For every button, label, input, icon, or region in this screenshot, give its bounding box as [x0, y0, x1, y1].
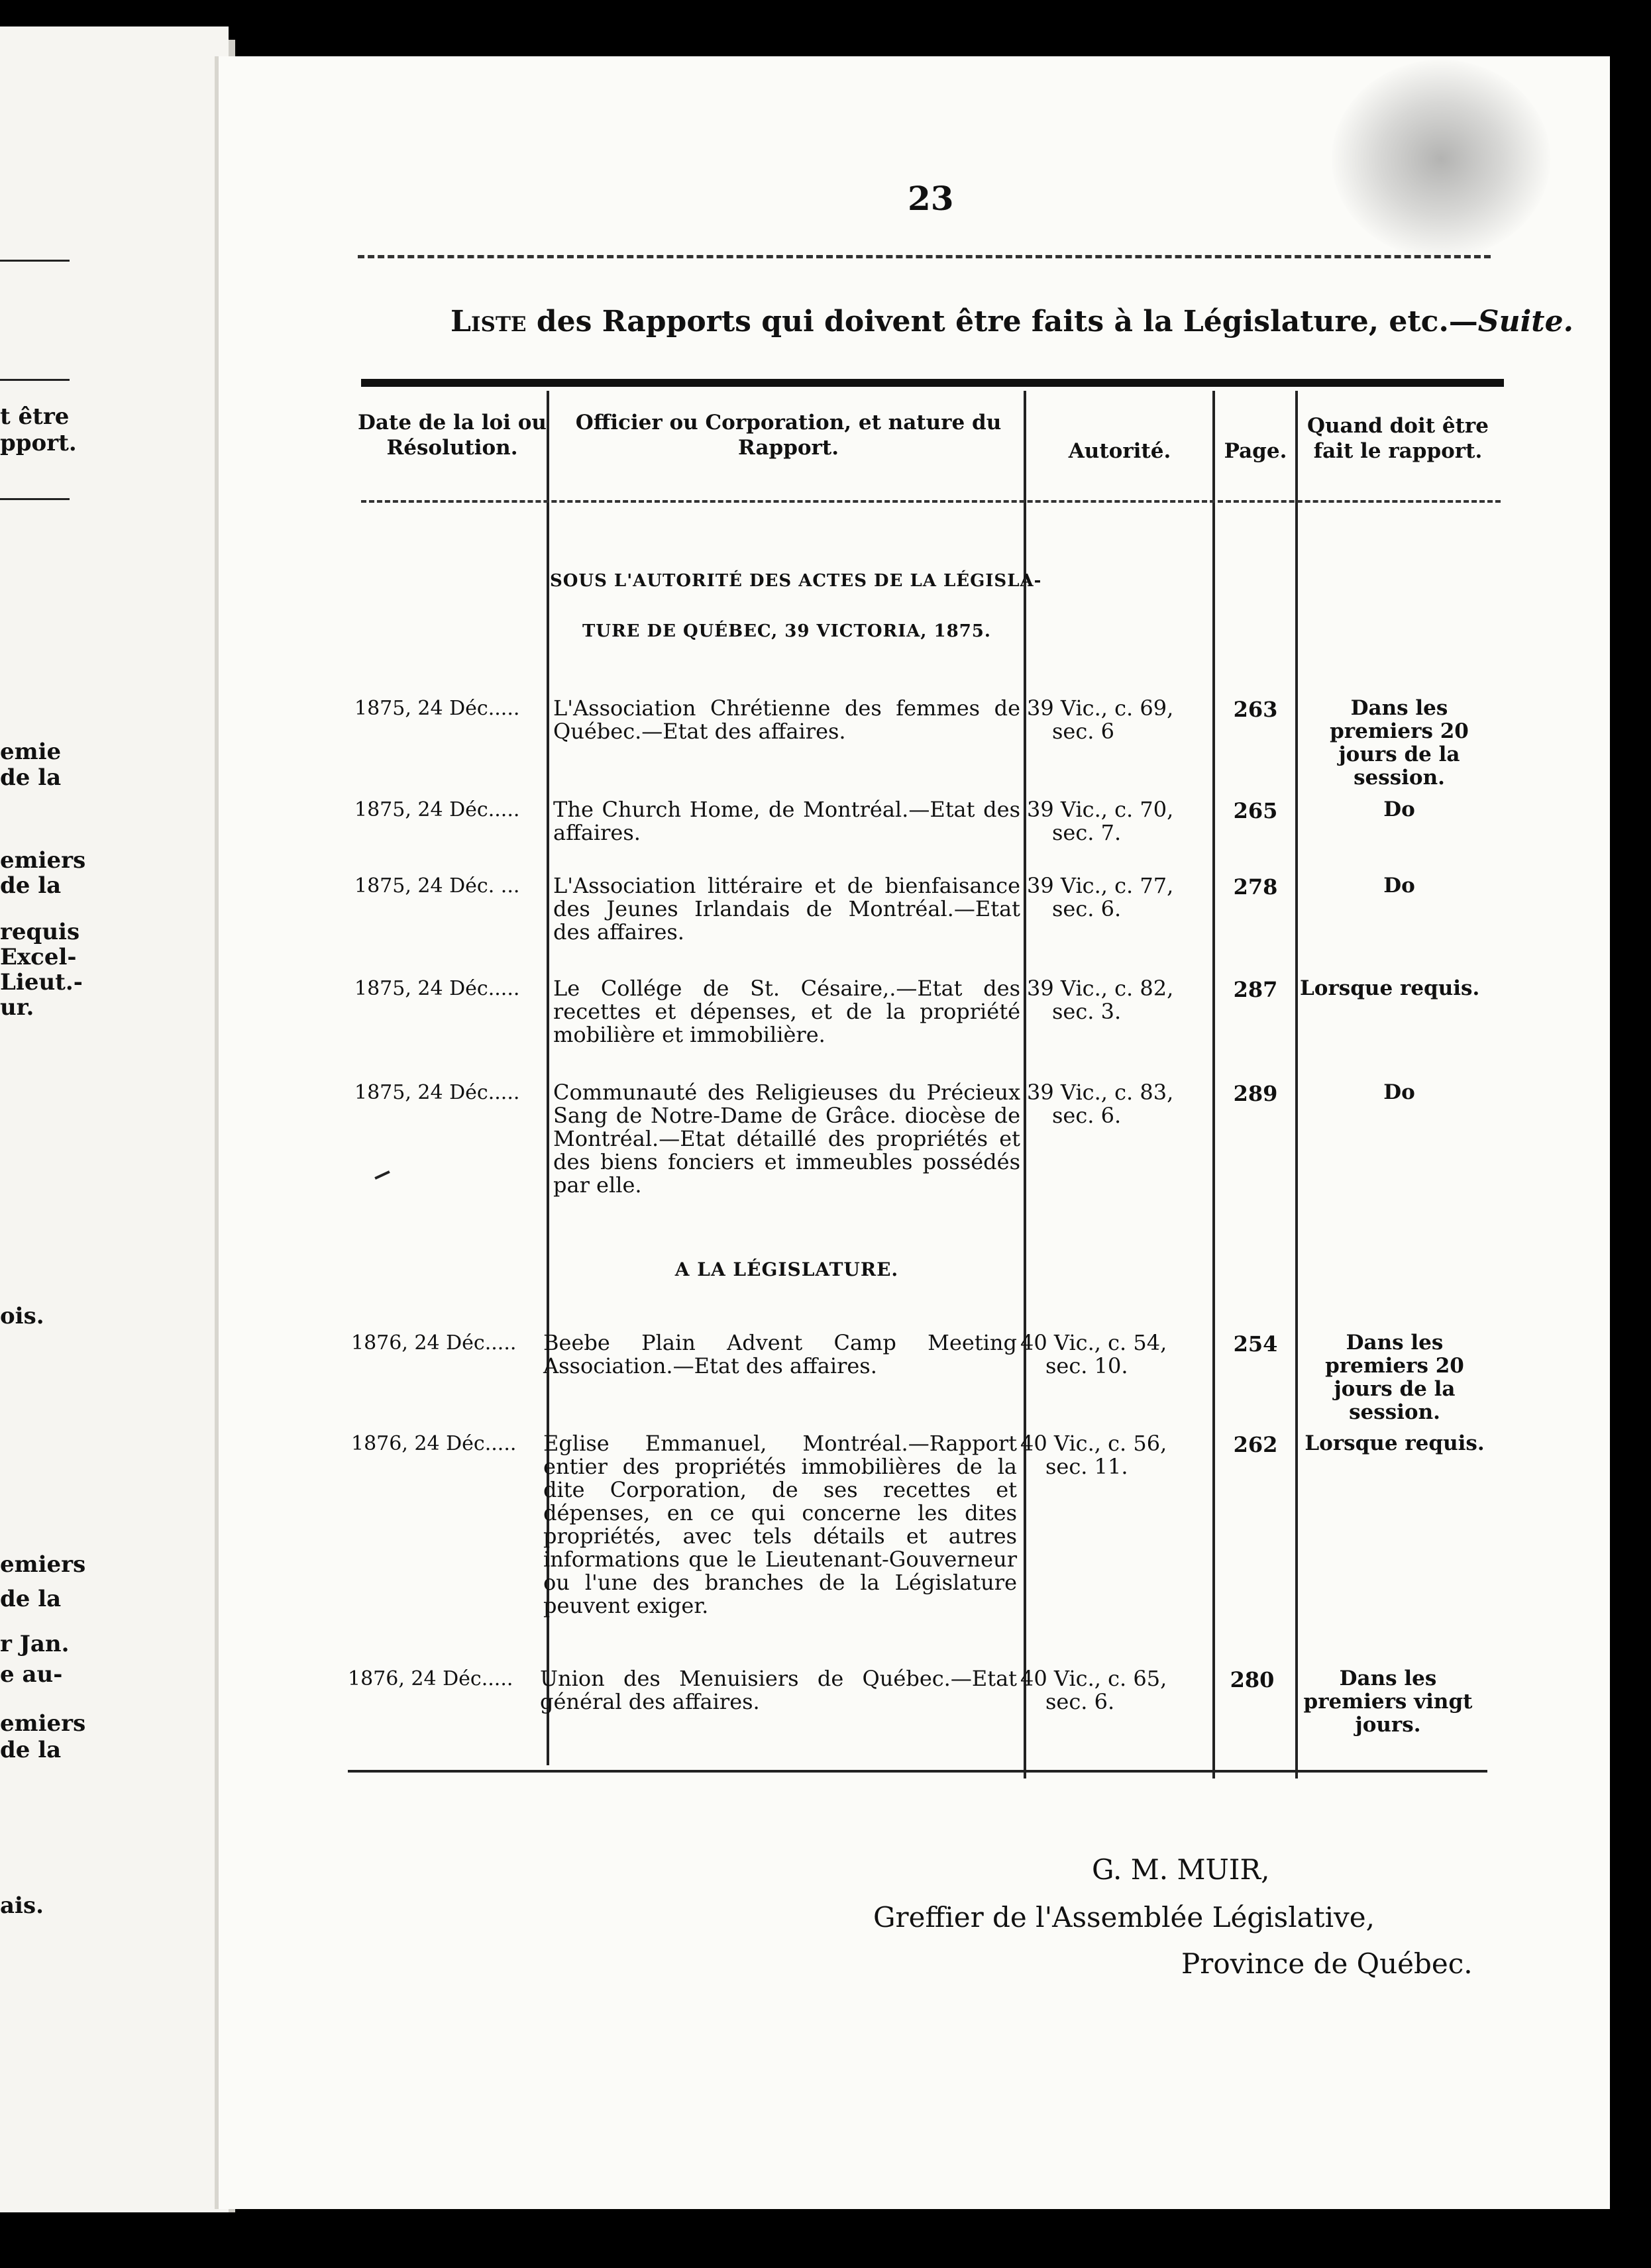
- left-fragment: emiers: [0, 847, 86, 874]
- row-authority: 40 Vic., c. 54,: [1020, 1330, 1167, 1355]
- column-divider: [1024, 391, 1026, 1778]
- row-authority-section: sec. 10.: [1045, 1353, 1128, 1378]
- left-fragment: r Jan.: [0, 1631, 70, 1657]
- row-date: 1876, 24 Déc.....: [348, 1667, 513, 1690]
- row-authority-section: sec. 6.: [1052, 1103, 1122, 1128]
- row-when: Do: [1383, 1080, 1415, 1104]
- left-rule: [0, 498, 70, 500]
- row-date: 1875, 24 Déc. ...: [354, 874, 520, 898]
- left-rule: [0, 379, 70, 381]
- row-date: 1875, 24 Déc.....: [354, 1081, 520, 1104]
- row-page: 263: [1233, 697, 1278, 722]
- row-when: Lorsque requis.: [1300, 976, 1480, 1000]
- left-fragment: emie: [0, 739, 62, 765]
- row-authority-section: sec. 11.: [1045, 1454, 1128, 1479]
- column-divider: [1295, 391, 1298, 1778]
- row-authority: 39 Vic., c. 69,: [1027, 696, 1174, 721]
- row-page: 289: [1233, 1081, 1278, 1106]
- row-authority-section: sec. 7.: [1052, 820, 1122, 845]
- left-fragment: de la: [0, 764, 62, 791]
- row-page: 287: [1233, 977, 1278, 1002]
- row-date: 1876, 24 Déc.....: [351, 1432, 517, 1455]
- left-fragment: requis: [0, 919, 80, 945]
- row-authority-section: sec. 6.: [1052, 896, 1122, 921]
- row-authority-section: sec. 6: [1052, 719, 1114, 744]
- row-authority: 40 Vic., c. 65,: [1020, 1666, 1167, 1691]
- row-authority: 39 Vic., c. 82,: [1027, 976, 1174, 1001]
- row-page: 265: [1233, 798, 1278, 823]
- section-heading: A LA LÉGISLATURE.: [674, 1259, 899, 1280]
- table-top-rule: [361, 379, 1504, 387]
- row-page: 262: [1233, 1432, 1278, 1457]
- left-fragment: ais.: [0, 1892, 44, 1919]
- header-date: Date de la loi ou Résolution.: [358, 411, 547, 460]
- page-number: 23: [908, 179, 954, 218]
- left-fragment: de la: [0, 872, 62, 899]
- row-authority-section: sec. 6.: [1045, 1689, 1115, 1714]
- left-fragment: Lieut.-: [0, 969, 83, 996]
- left-fragment: de la: [0, 1586, 62, 1612]
- left-fragment: emiers: [0, 1710, 86, 1737]
- title-suite: Suite.: [1477, 305, 1573, 338]
- header-bottom-rule: [361, 500, 1501, 503]
- row-authority-section: sec. 3.: [1052, 999, 1122, 1024]
- row-authority: 39 Vic., c. 70,: [1027, 797, 1174, 822]
- row-officer: Beebe Plain Advent Camp Meeting Association.—Etat des affaires.: [543, 1330, 1017, 1378]
- row-date: 1875, 24 Déc.....: [354, 798, 520, 821]
- title-main: des Rapports qui doivent être faits à la Législature, etc.—: [526, 305, 1478, 338]
- row-officer: L'Association littéraire et de bienfaisance des Jeunes Irlandais de Montréal.—Etat des affaires.: [553, 873, 1020, 945]
- row-officer: Eglise Emmanuel, Montréal.—Rapport entier des propriétés immobilières de la dite Corporation, de ses recettes et dépenses, en ce qui concerne les dites propriétés, avec tels détails et autres informations que le Lieutenant-Gouverneur ou l'une des branches de la Législature peuvent exiger.: [543, 1431, 1017, 1618]
- row-date: 1875, 24 Déc.....: [354, 977, 520, 1000]
- row-when: Dans les premiers 20 jours de la session.: [1330, 696, 1469, 790]
- column-divider: [1212, 391, 1215, 1778]
- row-when: Do: [1383, 798, 1415, 821]
- thumbprint-smudge: [1332, 60, 1550, 258]
- previous-page-edge: [0, 26, 229, 2212]
- row-authority: 39 Vic., c. 77,: [1027, 873, 1174, 898]
- row-officer: The Church Home, de Montréal.—Etat des affaires.: [553, 797, 1020, 845]
- section-heading: TURE DE QUÉBEC, 39 VICTORIA, 1875.: [582, 621, 991, 641]
- signatory-role: Greffier de l'Assemblée Législative,: [873, 1901, 1375, 1933]
- signatory-province: Province de Québec.: [1181, 1947, 1473, 1980]
- row-date: 1875, 24 Déc.....: [354, 697, 520, 720]
- left-fragment: e au-: [0, 1661, 63, 1688]
- title-lead: Liste: [451, 305, 527, 338]
- left-fragment: Excel-: [0, 944, 77, 970]
- row-page: 280: [1230, 1667, 1275, 1692]
- header-rule: [358, 255, 1491, 258]
- left-fragment: ur.: [0, 994, 34, 1021]
- row-officer: Union des Menuisiers de Québec.—Etat général des affaires.: [540, 1666, 1017, 1714]
- row-officer: Le Collége de St. Césaire,.—Etat des recettes et dépenses, et de la propriété mobilière et immobilière.: [553, 976, 1020, 1047]
- table-bottom-rule: [348, 1770, 1487, 1773]
- section-heading: SOUS L'AUTORITÉ DES ACTES DE LA LÉGISLA-: [550, 571, 1042, 591]
- left-fragment: emiers: [0, 1551, 86, 1578]
- row-when: Dans les premiers vingt jours.: [1303, 1667, 1473, 1737]
- row-when: Do: [1383, 874, 1415, 898]
- row-date: 1876, 24 Déc.....: [351, 1331, 517, 1355]
- left-fragment: pport.: [0, 430, 77, 456]
- page-title: [451, 305, 1573, 338]
- row-when: Dans les premiers 20 jours de la session.: [1325, 1331, 1464, 1424]
- header-when: Quand doit être fait le rapport.: [1307, 414, 1489, 463]
- left-fragment: de la: [0, 1737, 62, 1763]
- signatory-name: G. M. MUIR,: [1092, 1853, 1270, 1886]
- row-when: Lorsque requis.: [1305, 1431, 1485, 1455]
- left-fragment: t être: [0, 403, 70, 430]
- left-rule: [0, 260, 70, 262]
- row-authority: 39 Vic., c. 83,: [1027, 1080, 1174, 1105]
- header-authority: Autorité.: [1068, 439, 1171, 463]
- row-authority: 40 Vic., c. 56,: [1020, 1431, 1167, 1456]
- row-officer: L'Association Chrétienne des femmes de Québec.—Etat des affaires.: [553, 696, 1020, 744]
- row-page: 254: [1233, 1331, 1278, 1357]
- row-officer: Communauté des Religieuses du Précieux Sang de Notre-Dame de Grâce. diocèse de Montréal.—Etat détaillé des propriétés et des biens fonciers et immeubles possédés par elle.: [553, 1080, 1020, 1198]
- row-page: 278: [1233, 874, 1278, 900]
- left-fragment: ois.: [0, 1303, 44, 1329]
- header-officer: Officier ou Corporation, et nature du Rapport.: [575, 411, 1002, 460]
- header-page: Page.: [1224, 439, 1287, 463]
